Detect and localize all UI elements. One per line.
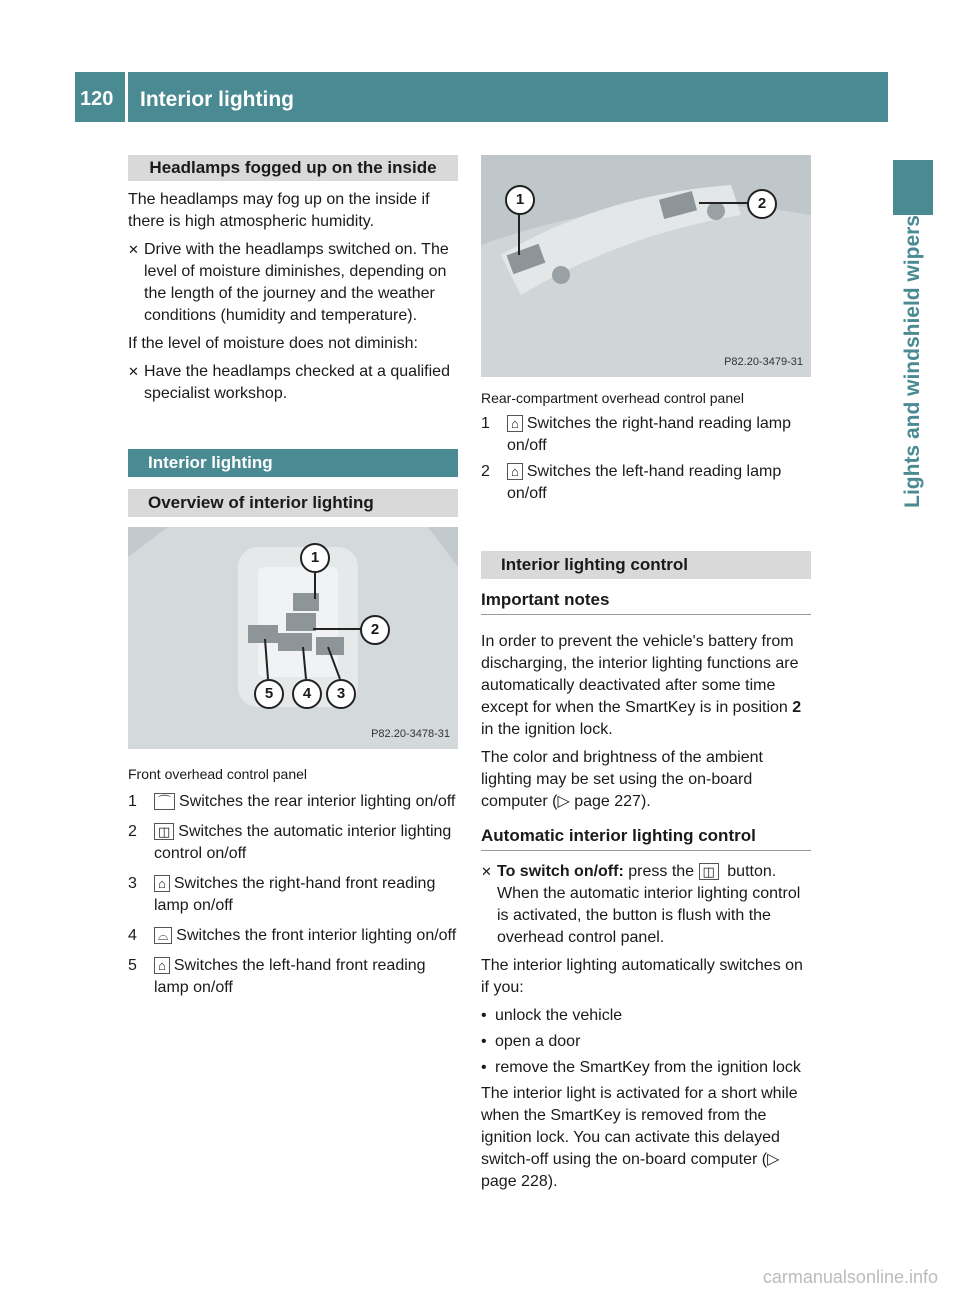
reading-lamp-icon: ⌂ — [507, 463, 523, 480]
switches-on-text: The interior lighting automatically switches on if you: — [481, 957, 803, 996]
figure-code: P82.20-3479-31 — [724, 356, 803, 368]
front-panel-illustration — [128, 527, 458, 749]
figure-code: P82.20-3478-31 — [371, 728, 450, 740]
callout-2: 2 — [360, 615, 390, 645]
step-arrow-icon: ✕ — [128, 364, 139, 379]
callout-5: 5 — [254, 679, 284, 709]
legend-item: 1 ⌒ Switches the rear interior lighting on/off — [128, 793, 456, 810]
right-column — [481, 155, 811, 1193]
callout-2: 2 — [747, 189, 777, 219]
reading-lamp-icon: ⌂ — [507, 415, 523, 432]
legend-item: 4 ⌓ Switches the front interior lighting on/off — [128, 927, 457, 944]
legend-item: 2 ◫ Switches the automatic interior lighting control on/off — [128, 823, 452, 862]
callout-4: 4 — [292, 679, 322, 709]
footer-watermark: carmanualsonline.info — [762, 1267, 938, 1287]
overview-heading: Overview of interior lighting — [128, 489, 458, 517]
legend-item: 2 ⌂ Switches the left-hand reading lamp on/off — [481, 463, 782, 502]
notes-paragraph-2: The color and brightness of the ambient lighting may be set using the on-board computer (▷ page 227). — [481, 749, 763, 810]
side-tab-label: Lights and windshield wipers — [901, 215, 924, 508]
fogged-heading: Headlamps fogged up on the inside — [128, 155, 458, 181]
header-divider — [125, 72, 128, 122]
fogged-step-2: ✕ Have the headlamps checked at a qualified specialist workshop. — [128, 363, 450, 402]
control-heading: Interior lighting control — [481, 551, 811, 579]
rear-caption: Rear-compartment overhead control panel — [481, 390, 745, 406]
notes-paragraph-1: In order to prevent the vehicle's battery from discharging, the interior lighting functions are automatically deactivated after some time except for when the SmartKey is in position 2 in the ignition lock. — [481, 633, 802, 738]
page-number: 120 — [80, 88, 114, 110]
legend-item: 1 ⌂ Switches the right-hand reading lamp on/off — [481, 415, 792, 454]
rear-panel-figure — [481, 155, 811, 377]
auto-light-icon: ◫ — [699, 863, 719, 880]
auto-light-icon: ◫ — [154, 823, 174, 840]
front-legend — [128, 791, 458, 999]
conditions-list — [481, 1005, 811, 1079]
fogged-step-1: ✕ Drive with the headlamps switched on. The level of moisture diminishes, depending on the length of the journey and the weather conditions (humidity and temperature). — [128, 241, 449, 324]
front-caption: Front overhead control panel — [128, 766, 307, 782]
auto-heading: Automatic interior lighting control — [481, 825, 811, 851]
reading-lamp-icon: ⌂ — [154, 875, 170, 892]
reading-lamp-icon: ⌂ — [154, 957, 170, 974]
rear-light-icon: ⌒ — [154, 793, 175, 810]
rear-legend — [481, 413, 811, 505]
important-heading: Important notes — [481, 589, 811, 615]
fogged-condition: If the level of moisture does not diminish: — [128, 335, 418, 352]
list-item: • remove the SmartKey from the ignition lock — [481, 1059, 801, 1076]
side-tab — [893, 215, 933, 735]
legend-item: 3 ⌂ Switches the right-hand front reading lamp on/off — [128, 875, 436, 914]
step-arrow-icon: ✕ — [128, 242, 139, 257]
side-tab-block — [893, 160, 933, 215]
delayed-switch-off-text: The interior light is activated for a short while when the SmartKey is removed from the ignition lock. You can activate this delayed switch-off using the on-board computer (▷ page 228). — [481, 1085, 798, 1190]
front-panel-figure — [128, 527, 458, 749]
left-column — [128, 155, 458, 999]
auto-step: ✕ To switch on/off: press the ◫ button. When the automatic interior lighting control is activated, the button is flush with the overhead control panel. — [481, 863, 801, 946]
list-item: • unlock the vehicle — [481, 1007, 623, 1024]
callout-1: 1 — [505, 185, 535, 215]
fogged-intro: The headlamps may fog up on the inside if there is high atmospheric humidity. — [128, 191, 430, 230]
step-arrow-icon: ✕ — [481, 864, 492, 879]
legend-item: 5 ⌂ Switches the left-hand front reading lamp on/off — [128, 957, 426, 996]
callout-1: 1 — [300, 543, 330, 573]
callout-3: 3 — [326, 679, 356, 709]
section-heading-interior-lighting: Interior lighting — [128, 449, 458, 477]
front-light-icon: ⌓ — [154, 927, 172, 944]
page-title: Interior lighting — [140, 88, 294, 111]
list-item: • open a door — [481, 1033, 581, 1050]
